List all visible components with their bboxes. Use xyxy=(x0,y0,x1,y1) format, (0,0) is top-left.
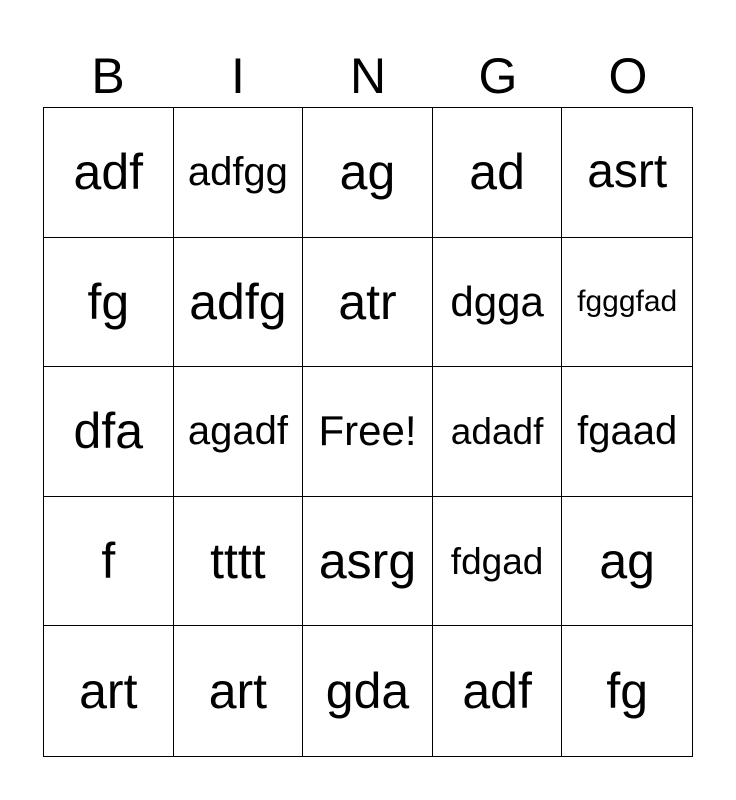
bingo-cell[interactable]: atr xyxy=(303,238,433,368)
header-letter-n: N xyxy=(349,48,387,104)
bingo-cell[interactable]: agadf xyxy=(174,367,304,497)
bingo-cell[interactable]: asrt xyxy=(562,108,692,238)
bingo-cell[interactable]: ag xyxy=(303,108,433,238)
bingo-cell[interactable]: art xyxy=(174,626,304,756)
bingo-cell[interactable]: fg xyxy=(606,663,649,720)
bingo-cell[interactable]: ad xyxy=(433,108,563,238)
bingo-cell[interactable]: fdgad xyxy=(433,497,563,627)
bingo-cell[interactable]: adfgg xyxy=(174,108,304,238)
bingo-cell[interactable]: dgga xyxy=(433,238,563,368)
bingo-cell[interactable]: tttt xyxy=(174,497,304,627)
bingo-cell[interactable]: asrg xyxy=(303,497,433,627)
bingo-cell[interactable]: fg xyxy=(44,238,174,368)
bingo-cell[interactable]: f xyxy=(44,497,174,627)
header-letter-i: I xyxy=(231,48,245,104)
header-letter-b: B xyxy=(91,48,125,104)
bingo-board xyxy=(43,107,693,757)
bingo-cell[interactable]: gda xyxy=(303,626,433,756)
bingo-cell[interactable]: adadf xyxy=(433,367,563,497)
header-letter-o: O xyxy=(608,48,648,104)
bingo-cell[interactable]: fgggfad xyxy=(562,238,692,368)
free-space-cell[interactable]: Free! xyxy=(303,367,433,497)
bingo-header xyxy=(43,44,693,108)
bingo-cell[interactable]: adfg xyxy=(174,238,304,368)
bingo-cell[interactable]: adf xyxy=(433,626,563,756)
bingo-cell[interactable]: adf xyxy=(44,108,174,238)
bingo-cell[interactable]: ag xyxy=(562,497,692,627)
header-letter-g: G xyxy=(478,48,518,104)
bingo-cell[interactable]: fgaad xyxy=(562,367,692,497)
bingo-cell[interactable]: art xyxy=(44,626,174,756)
bingo-cell[interactable]: dfa xyxy=(44,367,174,497)
